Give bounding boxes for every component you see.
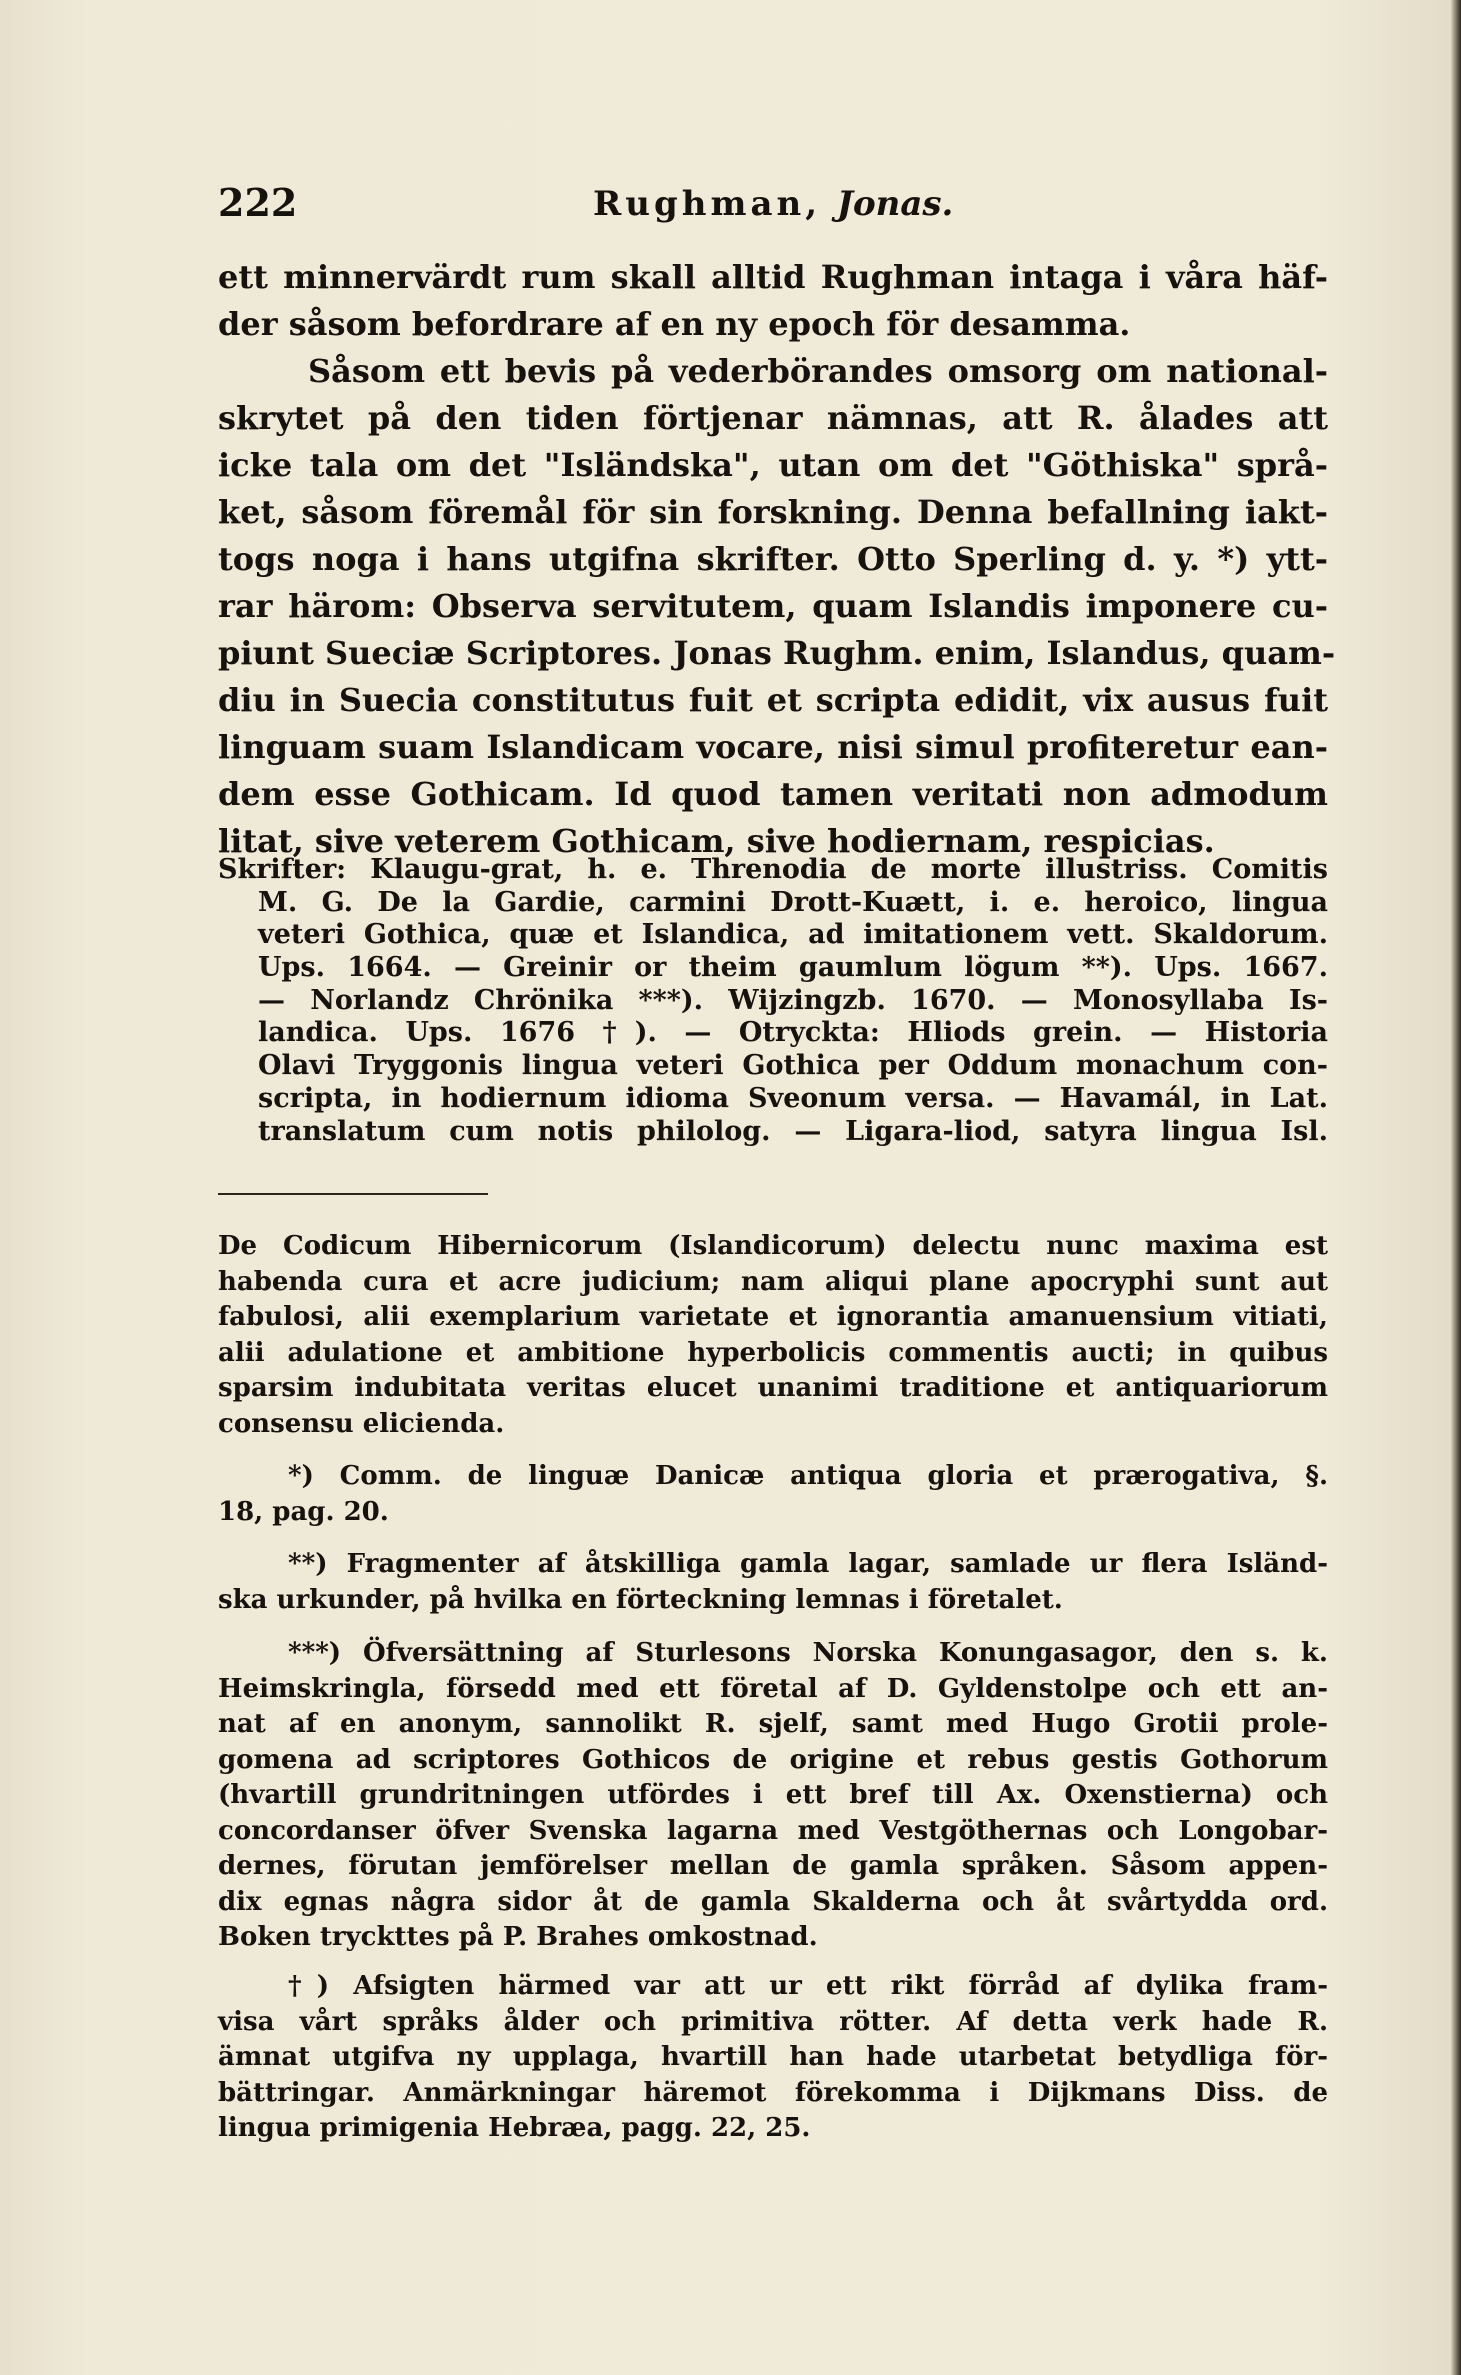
works-line: scripta, in hodiernum idioma Sveonum versa. — Havamál, in Lat.: [258, 1082, 1328, 1114]
footnote-line: 18, pag. 20.: [218, 1496, 389, 1527]
text-line: ett minnervärdt rum skall alltid Rughman intaga i våra häf-: [218, 258, 1328, 296]
footnote-line: dernes, förutan jemförelser mellan de gamla språken. Såsom appen-: [218, 1851, 1328, 1881]
footnote-3: [218, 1636, 1328, 1956]
running-head: [593, 184, 953, 224]
footnote-line: Heimskringla, försedd med ett företal af D. Gyldenstolpe och ett an-: [218, 1673, 1328, 1704]
footnote-line: Boken tryckttes på P. Brahes omkostnad.: [218, 1922, 818, 1952]
main-text: [218, 254, 1336, 865]
text-line: togs noga i hans utgifna skrifter. Otto Sperling d. y. *) ytt-: [218, 540, 1328, 578]
text-line: litat, sive veterem Gothicam, sive hodiernam, respicias.: [218, 822, 1215, 860]
text-line: linguam suam Islandicam vocare, nisi simul profiteretur ean-: [218, 728, 1328, 766]
footnote-line: alii adulatione et ambitione hyperbolicis commentis aucti; in quibus: [218, 1337, 1328, 1368]
footnote-1: [218, 1459, 1328, 1530]
works-line: landica. Ups. 1676 †). — Otryckta: Hliods grein. — Historia: [258, 1017, 1328, 1049]
footnote-line: nat af en anonym, sannolikt R. sjelf, samt med Hugo Grotii prole-: [218, 1709, 1328, 1739]
page-edge-shadow: [1451, 0, 1461, 2375]
footnote-line: ämnat utgifva ny upplaga, hvartill han hade utarbetat betydliga för-: [218, 2042, 1328, 2072]
footnote-line: bättringar. Anmärkningar häremot förekomma i Dijkmans Diss. de: [218, 2077, 1328, 2108]
works-line: Olavi Tryggonis lingua veteri Gothica per Oddum monachum con-: [258, 1050, 1328, 1082]
text-line: diu in Suecia constitutus fuit et scripta edidit, vix ausus fuit: [218, 681, 1328, 719]
footnote-4: [218, 1969, 1328, 2147]
footnote-line: ***) Öfversättning af Sturlesons Norska Konungasagor, den s. k.: [288, 1638, 1328, 1668]
works-list: [218, 854, 1328, 1148]
works-line: Skrifter: Klaugu-grat, h. e. Threnodia de morte illustriss. Comitis: [218, 854, 1328, 885]
running-head-given-name: Jonas.: [836, 184, 954, 224]
footnote-line: (hvartill grundritningen utfördes i ett bref till Ax. Oxenstierna) och: [218, 1780, 1328, 1810]
footnote-line: De Codicum Hibernicorum (Islandicorum) delectu nunc maxima est: [218, 1231, 1328, 1261]
works-line: veteri Gothica, quæ et Islandica, ad imitationem vett. Skaldorum.: [258, 919, 1328, 951]
footnote-line: concordanser öfver Svenska lagarna med Vestgöthernas och Longobar-: [218, 1815, 1328, 1846]
works-line: Ups. 1664. — Greinir or theim gaumlum lögum **). Ups. 1667.: [258, 952, 1328, 984]
footnote-line: consensu elicienda.: [218, 1408, 505, 1439]
text-line: icke tala om det "Isländska", utan om det "Göthiska" språ-: [218, 446, 1328, 484]
text-line: piunt Sueciæ Scriptores. Jonas Rughm. enim, Islandus, quam-: [218, 634, 1336, 672]
footnote-line: habenda cura et acre judicium; nam aliqui plane apocryphi sunt aut: [218, 1266, 1328, 1297]
footnote-line: visa vårt språks ålder och primitiva rötter. Af detta verk hade R.: [218, 2006, 1328, 2037]
page-number: 222: [218, 180, 298, 225]
works-line: translatum cum notis philolog. — Ligara-liod, satyra lingua Isl.: [258, 1115, 1328, 1147]
footnote-quotation: [218, 1229, 1328, 1442]
text-line: der såsom befordrare af en ny epoch för desamma.: [218, 305, 1131, 343]
text-line: dem esse Gothicam. Id quod tamen veritati non admodum: [218, 775, 1328, 813]
footnote-line: **) Fragmenter af åtskilliga gamla lagar, samlade ur flera Isländ-: [288, 1549, 1328, 1579]
footnote-line: fabulosi, alii exemplarium varietate et ignorantia amanuensium vitiati,: [218, 1302, 1328, 1332]
footnote-line: dix egnas några sidor åt de gamla Skalderna och åt svårtydda ord.: [218, 1886, 1328, 1917]
footnote-line: lingua primigenia Hebræa, pagg. 22, 25.: [218, 2113, 811, 2143]
page-header: [218, 180, 1338, 236]
footnote-line: sparsim indubitata veritas elucet unanimi traditione et antiquariorum: [218, 1373, 1328, 1403]
footnote-2: [218, 1547, 1328, 1618]
text-line: skrytet på den tiden förtjenar nämnas, att R. ålades att: [218, 399, 1328, 437]
text-line: Såsom ett bevis på vederbörandes omsorg om national-: [308, 352, 1328, 390]
footnote-line: †) Afsigten härmed var att ur ett rikt förråd af dylika fram-: [288, 1971, 1328, 2001]
works-line: M. G. De la Gardie, carmini Drott-Kuætt, i. e. heroico, lingua: [258, 886, 1328, 918]
footnote-separator: [218, 1193, 488, 1195]
text-line: ket, såsom föremål för sin forskning. Denna befallning iakt-: [218, 493, 1328, 531]
footnote-line: ska urkunder, på hvilka en förteckning lemnas i företalet.: [218, 1584, 1063, 1615]
works-line: — Norlandz Chrönika ***). Wijzingzb. 1670. — Monosyllaba Is-: [258, 984, 1328, 1016]
footnote-line: *) Comm. de linguæ Danicæ antiqua gloria et prærogativa, §.: [288, 1461, 1328, 1491]
running-head-surname: Rughman,: [593, 184, 822, 224]
footnote-line: gomena ad scriptores Gothicos de origine et rebus gestis Gothorum: [218, 1744, 1328, 1775]
text-line: rar härom: Observa servitutem, quam Islandis imponere cu-: [218, 587, 1328, 625]
